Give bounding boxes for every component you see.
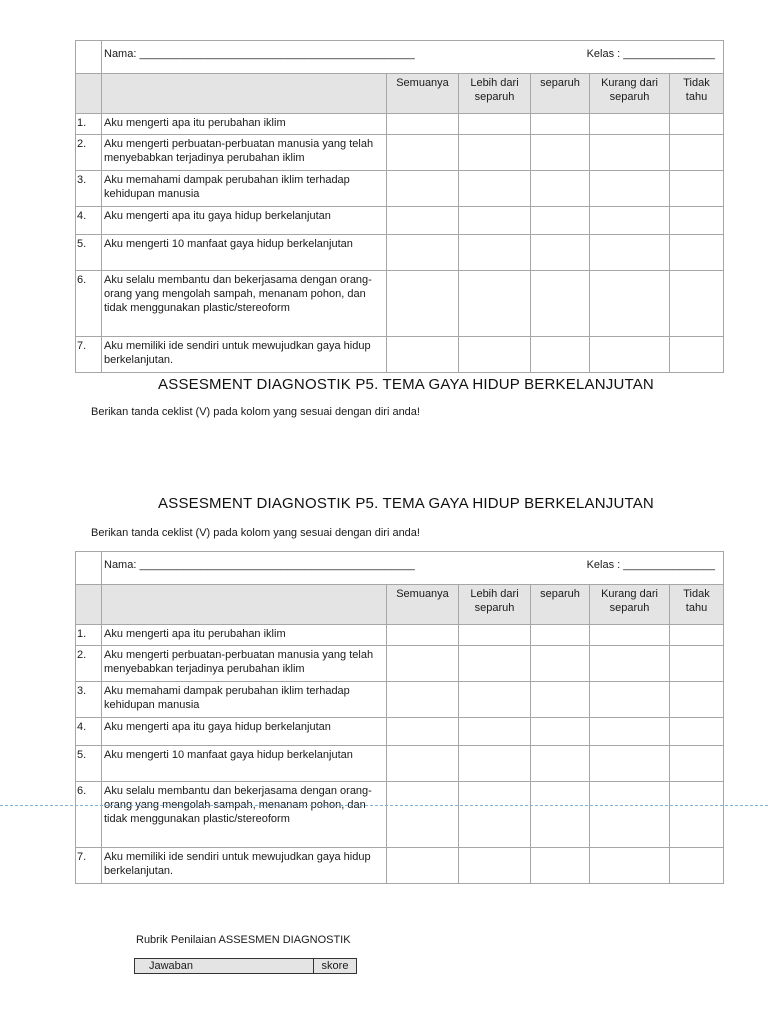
check-cell[interactable] (590, 848, 670, 884)
table-row (76, 625, 724, 646)
check-cell[interactable] (670, 625, 724, 646)
assessment-table-bottom (75, 551, 724, 884)
item-text: Aku mengerti apa itu perubahan iklim (102, 625, 387, 646)
check-cell[interactable] (670, 235, 724, 271)
check-cell[interactable] (387, 782, 459, 848)
check-cell[interactable] (670, 782, 724, 848)
check-cell[interactable] (590, 207, 670, 235)
table-row (76, 207, 724, 235)
name-row (76, 552, 724, 585)
page-title: ASSESMENT DIAGNOSTIK P5. TEMA GAYA HIDUP BERKELANJUTAN (158, 376, 654, 393)
table-row (76, 718, 724, 746)
column-header: separuh (531, 74, 590, 114)
check-cell[interactable] (459, 646, 531, 682)
blank-header-cell (76, 74, 102, 114)
check-cell[interactable] (590, 114, 670, 135)
dashed-cut-line (0, 805, 768, 806)
check-cell[interactable] (670, 718, 724, 746)
item-text: Aku selalu membantu dan bekerjasama dengan orang-orang yang mengolah sampah, menanam pohon, dan tidak menggunakan plastic/stereoform (102, 271, 387, 337)
check-cell[interactable] (531, 625, 590, 646)
blank-cell (76, 41, 102, 74)
blank-cell (76, 552, 102, 585)
check-cell[interactable] (531, 848, 590, 884)
table-row (76, 848, 724, 884)
blank-header-cell (76, 585, 102, 625)
check-cell[interactable] (531, 682, 590, 718)
check-cell[interactable] (459, 337, 531, 373)
check-cell[interactable] (387, 207, 459, 235)
item-text: Aku mengerti apa itu perubahan iklim (102, 114, 387, 135)
check-cell[interactable] (590, 235, 670, 271)
check-cell[interactable] (590, 746, 670, 782)
item-number: 7. (76, 848, 102, 884)
column-header: Tidak tahu (670, 585, 724, 625)
check-cell[interactable] (531, 135, 590, 171)
item-number: 4. (76, 718, 102, 746)
item-number: 6. (76, 782, 102, 848)
check-cell[interactable] (387, 718, 459, 746)
check-cell[interactable] (459, 718, 531, 746)
check-cell[interactable] (459, 235, 531, 271)
check-cell[interactable] (459, 207, 531, 235)
check-cell[interactable] (590, 135, 670, 171)
check-cell[interactable] (531, 337, 590, 373)
check-cell[interactable] (531, 114, 590, 135)
statement-header-cell (102, 585, 387, 625)
column-header: Lebih dari separuh (459, 585, 531, 625)
table-row (76, 235, 724, 271)
class-field-label: Kelas : _______________ (586, 48, 716, 60)
name-field-label: Nama: _____________________________________________ (104, 48, 415, 60)
table-row (76, 135, 724, 171)
check-cell[interactable] (459, 746, 531, 782)
check-cell[interactable] (531, 207, 590, 235)
check-cell[interactable] (670, 207, 724, 235)
check-cell[interactable] (590, 625, 670, 646)
rubric-title: Rubrik Penilaian ASSESMEN DIAGNOSTIK (136, 934, 351, 946)
rubric-header-row (135, 959, 357, 974)
check-cell[interactable] (590, 718, 670, 746)
check-cell[interactable] (387, 337, 459, 373)
check-cell[interactable] (590, 646, 670, 682)
check-cell[interactable] (531, 782, 590, 848)
item-text: Aku memiliki ide sendiri untuk mewujudkan gaya hidup berkelanjutan. (102, 848, 387, 884)
table-row (76, 271, 724, 337)
check-cell[interactable] (670, 135, 724, 171)
column-header: Semuanya (387, 74, 459, 114)
check-cell[interactable] (387, 171, 459, 207)
item-number: 7. (76, 337, 102, 373)
table-row (76, 114, 724, 135)
instruction-text: Berikan tanda ceklist (V) pada kolom yang sesuai dengan diri anda! (91, 406, 420, 418)
name-row (76, 41, 724, 74)
item-text: Aku mengerti 10 manfaat gaya hidup berkelanjutan (102, 746, 387, 782)
item-text: Aku mengerti 10 manfaat gaya hidup berkelanjutan (102, 235, 387, 271)
check-cell[interactable] (670, 114, 724, 135)
check-cell[interactable] (459, 682, 531, 718)
check-cell[interactable] (387, 135, 459, 171)
item-text: Aku memiliki ide sendiri untuk mewujudkan gaya hidup berkelanjutan. (102, 337, 387, 373)
item-number: 4. (76, 207, 102, 235)
item-text: Aku mengerti apa itu gaya hidup berkelanjutan (102, 207, 387, 235)
check-cell[interactable] (670, 337, 724, 373)
page-title: ASSESMENT DIAGNOSTIK P5. TEMA GAYA HIDUP BERKELANJUTAN (158, 495, 654, 512)
check-cell[interactable] (531, 235, 590, 271)
item-text: Aku mengerti perbuatan-perbuatan manusia yang telah menyebabkan terjadinya perubahan iklim (102, 646, 387, 682)
check-cell[interactable] (531, 171, 590, 207)
item-number: 1. (76, 625, 102, 646)
check-cell[interactable] (590, 271, 670, 337)
check-cell[interactable] (459, 625, 531, 646)
column-header: separuh (531, 585, 590, 625)
check-cell[interactable] (459, 135, 531, 171)
table-row (76, 746, 724, 782)
check-cell[interactable] (531, 746, 590, 782)
header-row (76, 74, 724, 114)
check-cell[interactable] (670, 646, 724, 682)
check-cell[interactable] (387, 271, 459, 337)
check-cell[interactable] (590, 782, 670, 848)
item-number: 3. (76, 682, 102, 718)
check-cell[interactable] (531, 646, 590, 682)
item-number: 5. (76, 235, 102, 271)
check-cell[interactable] (459, 271, 531, 337)
item-number: 5. (76, 746, 102, 782)
column-header: Kurang dari separuh (590, 74, 670, 114)
check-cell[interactable] (459, 782, 531, 848)
check-cell[interactable] (670, 746, 724, 782)
header-row (76, 585, 724, 625)
check-cell[interactable] (387, 114, 459, 135)
check-cell[interactable] (387, 625, 459, 646)
rubric-table (134, 958, 357, 974)
item-number: 2. (76, 135, 102, 171)
name-class-cell (102, 41, 724, 74)
table-row (76, 171, 724, 207)
item-number: 6. (76, 271, 102, 337)
check-cell[interactable] (387, 682, 459, 718)
item-number: 2. (76, 646, 102, 682)
item-number: 3. (76, 171, 102, 207)
column-header: Tidak tahu (670, 74, 724, 114)
rubric-score-header: skore (314, 959, 357, 974)
table-row (76, 646, 724, 682)
name-field-label: Nama: _____________________________________________ (104, 559, 415, 571)
item-text: Aku memahami dampak perubahan iklim terhadap kehidupan manusia (102, 682, 387, 718)
table-row (76, 337, 724, 373)
item-text: Aku mengerti apa itu gaya hidup berkelanjutan (102, 718, 387, 746)
rubric-answer-header: Jawaban (135, 959, 314, 974)
item-text: Aku selalu membantu dan bekerjasama dengan orang-orang yang mengolah sampah, menanam pohon, dan tidak menggunakan plastic/stereoform (102, 782, 387, 848)
check-cell[interactable] (387, 746, 459, 782)
check-cell[interactable] (670, 271, 724, 337)
check-cell[interactable] (590, 682, 670, 718)
check-cell[interactable] (387, 235, 459, 271)
table-row (76, 782, 724, 848)
column-header: Kurang dari separuh (590, 585, 670, 625)
item-text: Aku memahami dampak perubahan iklim terhadap kehidupan manusia (102, 171, 387, 207)
column-header: Semuanya (387, 585, 459, 625)
item-number: 1. (76, 114, 102, 135)
check-cell[interactable] (590, 337, 670, 373)
check-cell[interactable] (670, 682, 724, 718)
check-cell[interactable] (459, 114, 531, 135)
statement-header-cell (102, 74, 387, 114)
check-cell[interactable] (387, 848, 459, 884)
check-cell[interactable] (590, 171, 670, 207)
check-cell[interactable] (531, 718, 590, 746)
check-cell[interactable] (387, 646, 459, 682)
column-header: Lebih dari separuh (459, 74, 531, 114)
check-cell[interactable] (531, 271, 590, 337)
table-row (76, 682, 724, 718)
instruction-text: Berikan tanda ceklist (V) pada kolom yang sesuai dengan diri anda! (91, 527, 420, 539)
name-class-cell (102, 552, 724, 585)
item-text: Aku mengerti perbuatan-perbuatan manusia yang telah menyebabkan terjadinya perubahan iklim (102, 135, 387, 171)
check-cell[interactable] (459, 171, 531, 207)
assessment-table-top (75, 40, 724, 373)
check-cell[interactable] (459, 848, 531, 884)
check-cell[interactable] (670, 848, 724, 884)
class-field-label: Kelas : _______________ (586, 559, 716, 571)
check-cell[interactable] (670, 171, 724, 207)
